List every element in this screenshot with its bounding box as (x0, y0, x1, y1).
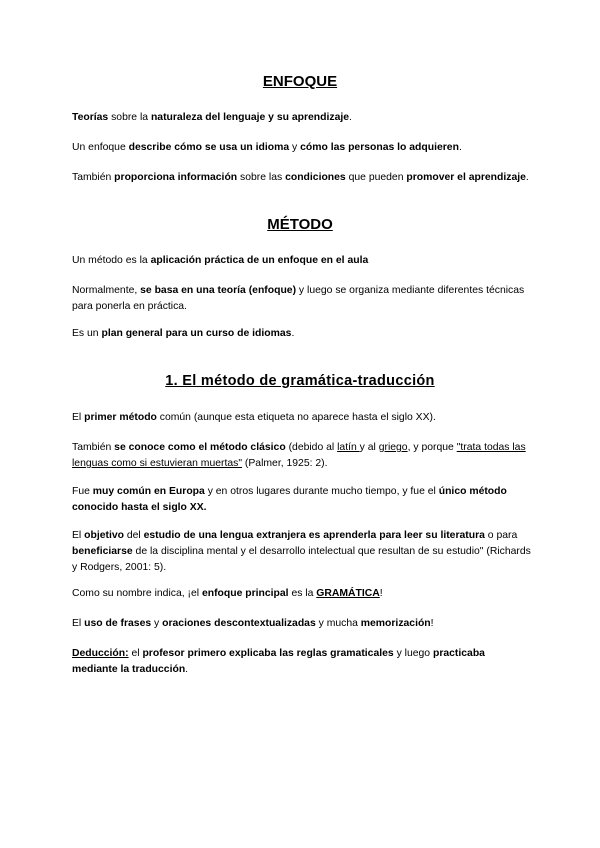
text: sobre las (237, 172, 286, 183)
text: y mucha (315, 618, 361, 629)
text: Un enfoque (72, 142, 129, 153)
text: El (72, 618, 85, 629)
text-bold: cómo las personas lo adquieren (300, 142, 459, 153)
text: . (291, 328, 295, 339)
text: y en otros lugares durante mucho tiempo, y fue el (204, 486, 439, 497)
text: . (185, 664, 189, 675)
gramatica-paragraph-5 (72, 586, 532, 602)
text: Como su nombre indica, ¡el (72, 588, 202, 599)
metodo-paragraph-2 (72, 283, 532, 315)
text-bold: condiciones (285, 172, 346, 183)
text-bold: oraciones descontextualizadas (162, 618, 316, 629)
gramatica-paragraph-1 (72, 410, 532, 426)
text-bold: describe cómo se usa un idioma (128, 142, 290, 153)
text-bold: naturaleza del lenguaje y su aprendizaje (150, 112, 350, 123)
text-bold: se basa en una teoría (enfoque) (140, 285, 297, 296)
text: y luego se organiza mediante diferentes técnicas para ponerla en práctica. (72, 285, 525, 312)
text: del (123, 530, 144, 541)
text: . (458, 142, 462, 153)
text-bold: primer método (84, 412, 157, 423)
heading-enfoque: ENFOQUE (262, 73, 338, 90)
text-bold: muy común en Europa (92, 486, 205, 497)
text: También (72, 172, 115, 183)
gramatica-paragraph-3 (72, 484, 532, 516)
text: . (349, 112, 352, 123)
text-bold: practicaba mediante la traducción (72, 648, 485, 675)
text-underlined: "trata todas las lenguas como si estuvieran muertas" (72, 442, 526, 469)
gramatica-paragraph-6 (72, 616, 532, 632)
gramatica-paragraph-7 (72, 646, 532, 678)
text-bold-underlined: GRAMÁTICA (316, 588, 380, 599)
text: Fue (72, 486, 93, 497)
text: común (aunque esta etiqueta no aparece hasta el siglo XX). (156, 412, 436, 423)
text-bold: Teorías (72, 112, 109, 123)
text-bold: proporciona información (114, 172, 238, 183)
text-bold: enfoque principal (201, 588, 289, 599)
text-bold: se conoce como el método clásico (114, 442, 286, 453)
text: El (72, 530, 85, 541)
text-bold: aplicación práctica de un enfoque en el aula (150, 255, 369, 266)
text-bold-underlined: Deducción: (72, 648, 129, 659)
text-bold: estudio de una lengua extranjera es aprenderla para leer su literatura (143, 530, 485, 541)
metodo-paragraph-3 (72, 326, 532, 342)
text-bold: promover el aprendizaje (406, 172, 526, 183)
text-underlined: griego (378, 442, 408, 453)
gramatica-paragraph-4 (72, 528, 532, 576)
text: y (289, 142, 301, 153)
text: Es un (72, 328, 102, 339)
text: que pueden (345, 172, 407, 183)
metodo-paragraph-1 (72, 253, 532, 269)
text: Normalmente, (72, 285, 141, 296)
heading-metodo: MÉTODO (267, 216, 333, 233)
heading-gramatica-traduccion: 1. El método de gramática-traducción (165, 373, 435, 389)
text: ! (430, 618, 434, 629)
gramatica-paragraph-2 (72, 440, 532, 472)
text: sobre la (108, 112, 151, 123)
text-bold: profesor primero explicaba las reglas gramaticales (142, 648, 394, 659)
text: . (525, 172, 529, 183)
text-bold: único método conocido hasta el siglo XX. (72, 486, 507, 513)
text-bold: memorización (360, 618, 431, 629)
text-bold: plan general para un curso de idiomas (101, 328, 292, 339)
text: el (128, 648, 143, 659)
text: ! (379, 588, 383, 599)
text-underlined: latín (337, 442, 360, 453)
text: y luego (393, 648, 433, 659)
text-bold: uso de frases (84, 618, 152, 629)
text: (Palmer, 1925: 2). (242, 458, 328, 469)
text-bold: beneficiarse (72, 546, 133, 557)
text: , y porque (407, 442, 457, 453)
text: Un método es la (72, 255, 151, 266)
text: y (151, 618, 163, 629)
text: es la (288, 588, 317, 599)
text: (debido al (285, 442, 338, 453)
enfoque-paragraph-2 (72, 140, 532, 156)
enfoque-paragraph-3 (72, 170, 532, 186)
text: o para (484, 530, 518, 541)
text: de la disciplina mental y el desarrollo intelectual que resultan de su estudio" (Richards y Rodgers, 2001: 5). (72, 546, 531, 573)
text-bold: objetivo (84, 530, 124, 541)
text: También (72, 442, 115, 453)
text: y al (359, 442, 379, 453)
enfoque-paragraph-1 (72, 110, 532, 126)
text: El (72, 412, 85, 423)
